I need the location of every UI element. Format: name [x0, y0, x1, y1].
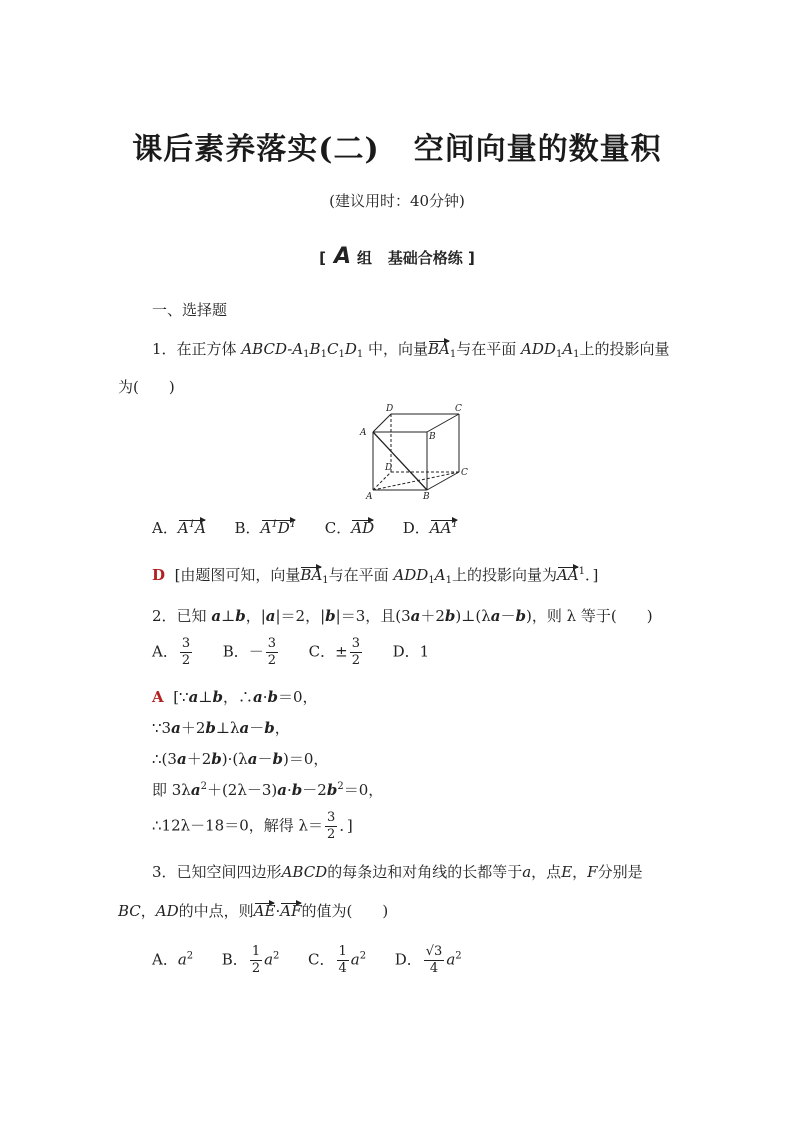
- title-left: 课后素养落实(二): [132, 132, 380, 167]
- q2-var: b: [212, 688, 223, 706]
- option-d-label: D．: [402, 519, 430, 537]
- q2-text: ·: [262, 688, 268, 706]
- q2-text: 已知: [176, 607, 207, 625]
- q3-number: 3．: [152, 863, 177, 881]
- group-label: 组: [357, 249, 373, 267]
- q3-var: a: [177, 950, 187, 969]
- q2-var: a: [171, 719, 181, 737]
- question-1-options: [152, 517, 458, 538]
- q2-var: b: [444, 607, 456, 625]
- fraction: $\frac{3}{2}$: [327, 810, 336, 842]
- q2-text: |＝2，|: [275, 607, 326, 625]
- q2-var: b: [205, 719, 216, 737]
- q2-text: ∵3: [152, 719, 172, 737]
- q3-text: ·: [275, 902, 281, 920]
- label-D: D: [385, 463, 393, 473]
- fraction: $\frac{√3}{4}$: [425, 944, 443, 976]
- q3-var: AD: [155, 902, 179, 920]
- q2-var: b: [211, 750, 222, 768]
- time-note: (建议用时：40分钟): [329, 192, 465, 210]
- option-a-vector: $A^1A$: [177, 519, 206, 537]
- q2-number: 2．: [152, 607, 177, 625]
- q1-text: 在正方体: [176, 340, 237, 358]
- q3-text: ，: [140, 902, 156, 920]
- q1-answer-text-b: 与在平面: [328, 566, 389, 584]
- q2-text: ，: [274, 719, 290, 737]
- q3-text: 分别是: [597, 863, 643, 881]
- q2-var: b: [326, 781, 338, 799]
- q2-text: ，|: [245, 607, 266, 625]
- q2-solution-line-5: [152, 810, 353, 843]
- question-1-line-2: 为( ): [118, 378, 175, 396]
- group-name: 基础合格练: [387, 249, 463, 267]
- q2-text: －: [500, 607, 516, 625]
- q3-text: ，点: [531, 863, 562, 881]
- q1-number: 1．: [152, 340, 177, 358]
- q2-var: a: [190, 781, 201, 799]
- q3-vector: AF: [280, 902, 302, 920]
- q2-solution-line-2: [152, 717, 290, 738]
- q2-text: －: [257, 750, 273, 768]
- section-heading: 一、选择题: [152, 301, 228, 319]
- label-B: B: [423, 492, 430, 502]
- question-3-line-1: [152, 861, 643, 882]
- q3-var: BC: [118, 902, 141, 920]
- q2-var: b: [264, 719, 275, 737]
- question-2-options: [152, 636, 429, 669]
- option-c-label: C．: [308, 950, 335, 969]
- q2-text: ＝0，: [277, 688, 318, 706]
- q2-text: ＋2: [186, 750, 212, 768]
- option-d-label: D．1: [392, 642, 430, 661]
- option-a-label: A．: [152, 642, 178, 661]
- q2-var: a: [265, 607, 276, 625]
- q2-text: ＝0，: [343, 781, 384, 799]
- q2-text: ∴12λ－18＝0，解得 λ＝: [152, 816, 324, 835]
- q2-var: b: [235, 607, 246, 625]
- fraction: $\frac{3}{2}$: [351, 636, 360, 668]
- q1-text-c: 与在平面: [456, 340, 517, 358]
- option-b-label: B．: [234, 519, 261, 537]
- q3-var: a: [264, 950, 274, 969]
- q3-var: E: [561, 863, 573, 881]
- option-b-vector: $A^1D^1$: [260, 519, 297, 537]
- q2-var: a: [277, 781, 287, 799]
- q1-plane: ADD: [521, 340, 556, 358]
- q2-perp: ⊥: [198, 688, 213, 706]
- q1-cube: ABCD-A: [241, 340, 304, 358]
- question-1-answer: D [由题图可知，向量$BA_1$与在平面 $ADD_1A_1$上的投影向量为$AA^1$．]: [152, 566, 599, 586]
- q2-var: a: [211, 607, 222, 625]
- fraction: $\frac{1}{4}$: [338, 944, 347, 976]
- question-1-line-1: 1．在正方体 ABCD-$A_1B_1C_1D_1$ 中，向量$BA_1$与在平面 $ADD_1A_1$上的投影向量: [152, 340, 670, 360]
- q2-text: －2: [302, 781, 327, 799]
- q2-text: 即 3λ: [152, 781, 191, 799]
- q3-text: 已知空间四边形: [176, 863, 282, 881]
- question-3-options: A．$a^2$ B． $\frac{1}{2}$ $a^2$ C． $\frac{1}{4}$ $a^2$ D． $\frac{√3}{4}$ $a^2$: [152, 944, 462, 976]
- q2-text: |＝3，且(3: [335, 607, 411, 625]
- q3-var: a: [446, 950, 456, 969]
- label-A1: A: [360, 428, 367, 438]
- option-d-vector: $AA^1$: [429, 519, 458, 537]
- q2-text: ＋2: [420, 607, 445, 625]
- q2-text: ，∴: [222, 688, 253, 706]
- q2-perp: ⊥: [221, 607, 236, 625]
- q2-var: a: [490, 607, 501, 625]
- label-D1: D: [386, 404, 394, 414]
- q2-var: b: [291, 781, 303, 799]
- q2-var: a: [176, 750, 187, 768]
- option-b-label: B．: [221, 950, 248, 969]
- q1-answer-text-c: 上的投影向量为: [451, 566, 557, 584]
- q3-var: a: [350, 950, 360, 969]
- q2-text: )⊥(λ: [455, 607, 491, 625]
- q2-text: [∵: [173, 688, 189, 706]
- q2-text: ∴(3: [152, 750, 177, 768]
- q1-answer-vector-2: AA: [556, 566, 579, 584]
- label-C: C: [461, 468, 468, 478]
- option-c-label: C．±: [308, 642, 348, 661]
- option-c-vector: AD: [351, 519, 375, 537]
- page-title: [0, 124, 794, 168]
- q2-var: a: [410, 607, 421, 625]
- q2-var: a: [239, 719, 250, 737]
- label-B1: B: [429, 432, 436, 442]
- q2-text: ⊥λ: [215, 719, 240, 737]
- q2-var: b: [272, 750, 283, 768]
- cube-figure: [355, 402, 475, 502]
- q2-var: b: [325, 607, 336, 625]
- q3-var: a: [522, 863, 532, 881]
- q3-text: 的值为( ): [301, 902, 389, 920]
- title-right: 空间向量的数量积: [413, 132, 662, 167]
- q2-text: )·(λ: [221, 750, 248, 768]
- q2-text: －: [249, 719, 265, 737]
- option-c-label: C．: [324, 519, 352, 537]
- q2-text: )，则 λ 等于( ): [526, 607, 653, 625]
- group-letter: A: [334, 244, 352, 269]
- q2-var: a: [247, 750, 258, 768]
- option-b-label: B．－: [222, 642, 264, 661]
- q2-text: )＝0，: [282, 750, 329, 768]
- q3-text: 的每条边和对角线的长都等于: [327, 863, 523, 881]
- question-2: [152, 605, 653, 626]
- q2-text: ＋2: [180, 719, 206, 737]
- q1-text-b: 中，向量: [368, 340, 429, 358]
- fraction: $\frac{1}{2}$: [251, 944, 261, 976]
- q3-vector: AE: [253, 902, 276, 920]
- group-bracket-close: ]: [467, 249, 475, 267]
- q1-answer-vector: BA: [300, 566, 323, 584]
- question-3-line-2: [118, 900, 388, 921]
- label-C1: C: [455, 404, 462, 414]
- q2-solution-line-4: 即 $3\lambda a^2+(2\lambda-3)a\cdot b-2b^2=0$，: [152, 781, 384, 799]
- q2-solution-line-1: [152, 686, 318, 707]
- q3-var: F: [587, 863, 598, 881]
- option-d-label: D．: [394, 950, 422, 969]
- option-a-label: A．: [152, 950, 178, 969]
- answer-letter: D: [152, 566, 166, 584]
- q1-vector: BA: [428, 340, 450, 358]
- q3-text: 的中点，则: [178, 902, 254, 920]
- q2-var: a: [188, 688, 199, 706]
- group-bracket-open: [: [319, 249, 327, 267]
- group-heading: [0, 244, 794, 269]
- q2-var: b: [515, 607, 526, 625]
- q2-var: b: [267, 688, 278, 706]
- label-A: A: [366, 492, 373, 502]
- q1-answer-plane: ADD: [393, 566, 429, 584]
- q1-answer-text: [由题图可知，向量: [174, 566, 301, 584]
- q3-text: ，: [572, 863, 588, 881]
- q1-answer-end: ．]: [585, 566, 599, 584]
- q2-solution-line-3: [152, 748, 328, 769]
- q2-var: a: [252, 688, 263, 706]
- fraction: $\frac{3}{2}$: [267, 636, 277, 668]
- answer-letter: A: [152, 688, 164, 706]
- q2-text: ．]: [339, 816, 353, 835]
- q1-text-d: 上的投影向量: [579, 340, 670, 358]
- q3-shape: ABCD: [281, 863, 328, 881]
- fraction: $\frac{3}{2}$: [181, 636, 191, 668]
- q2-text: ＋(2λ－3): [206, 781, 278, 799]
- option-a-label: A．: [152, 519, 178, 537]
